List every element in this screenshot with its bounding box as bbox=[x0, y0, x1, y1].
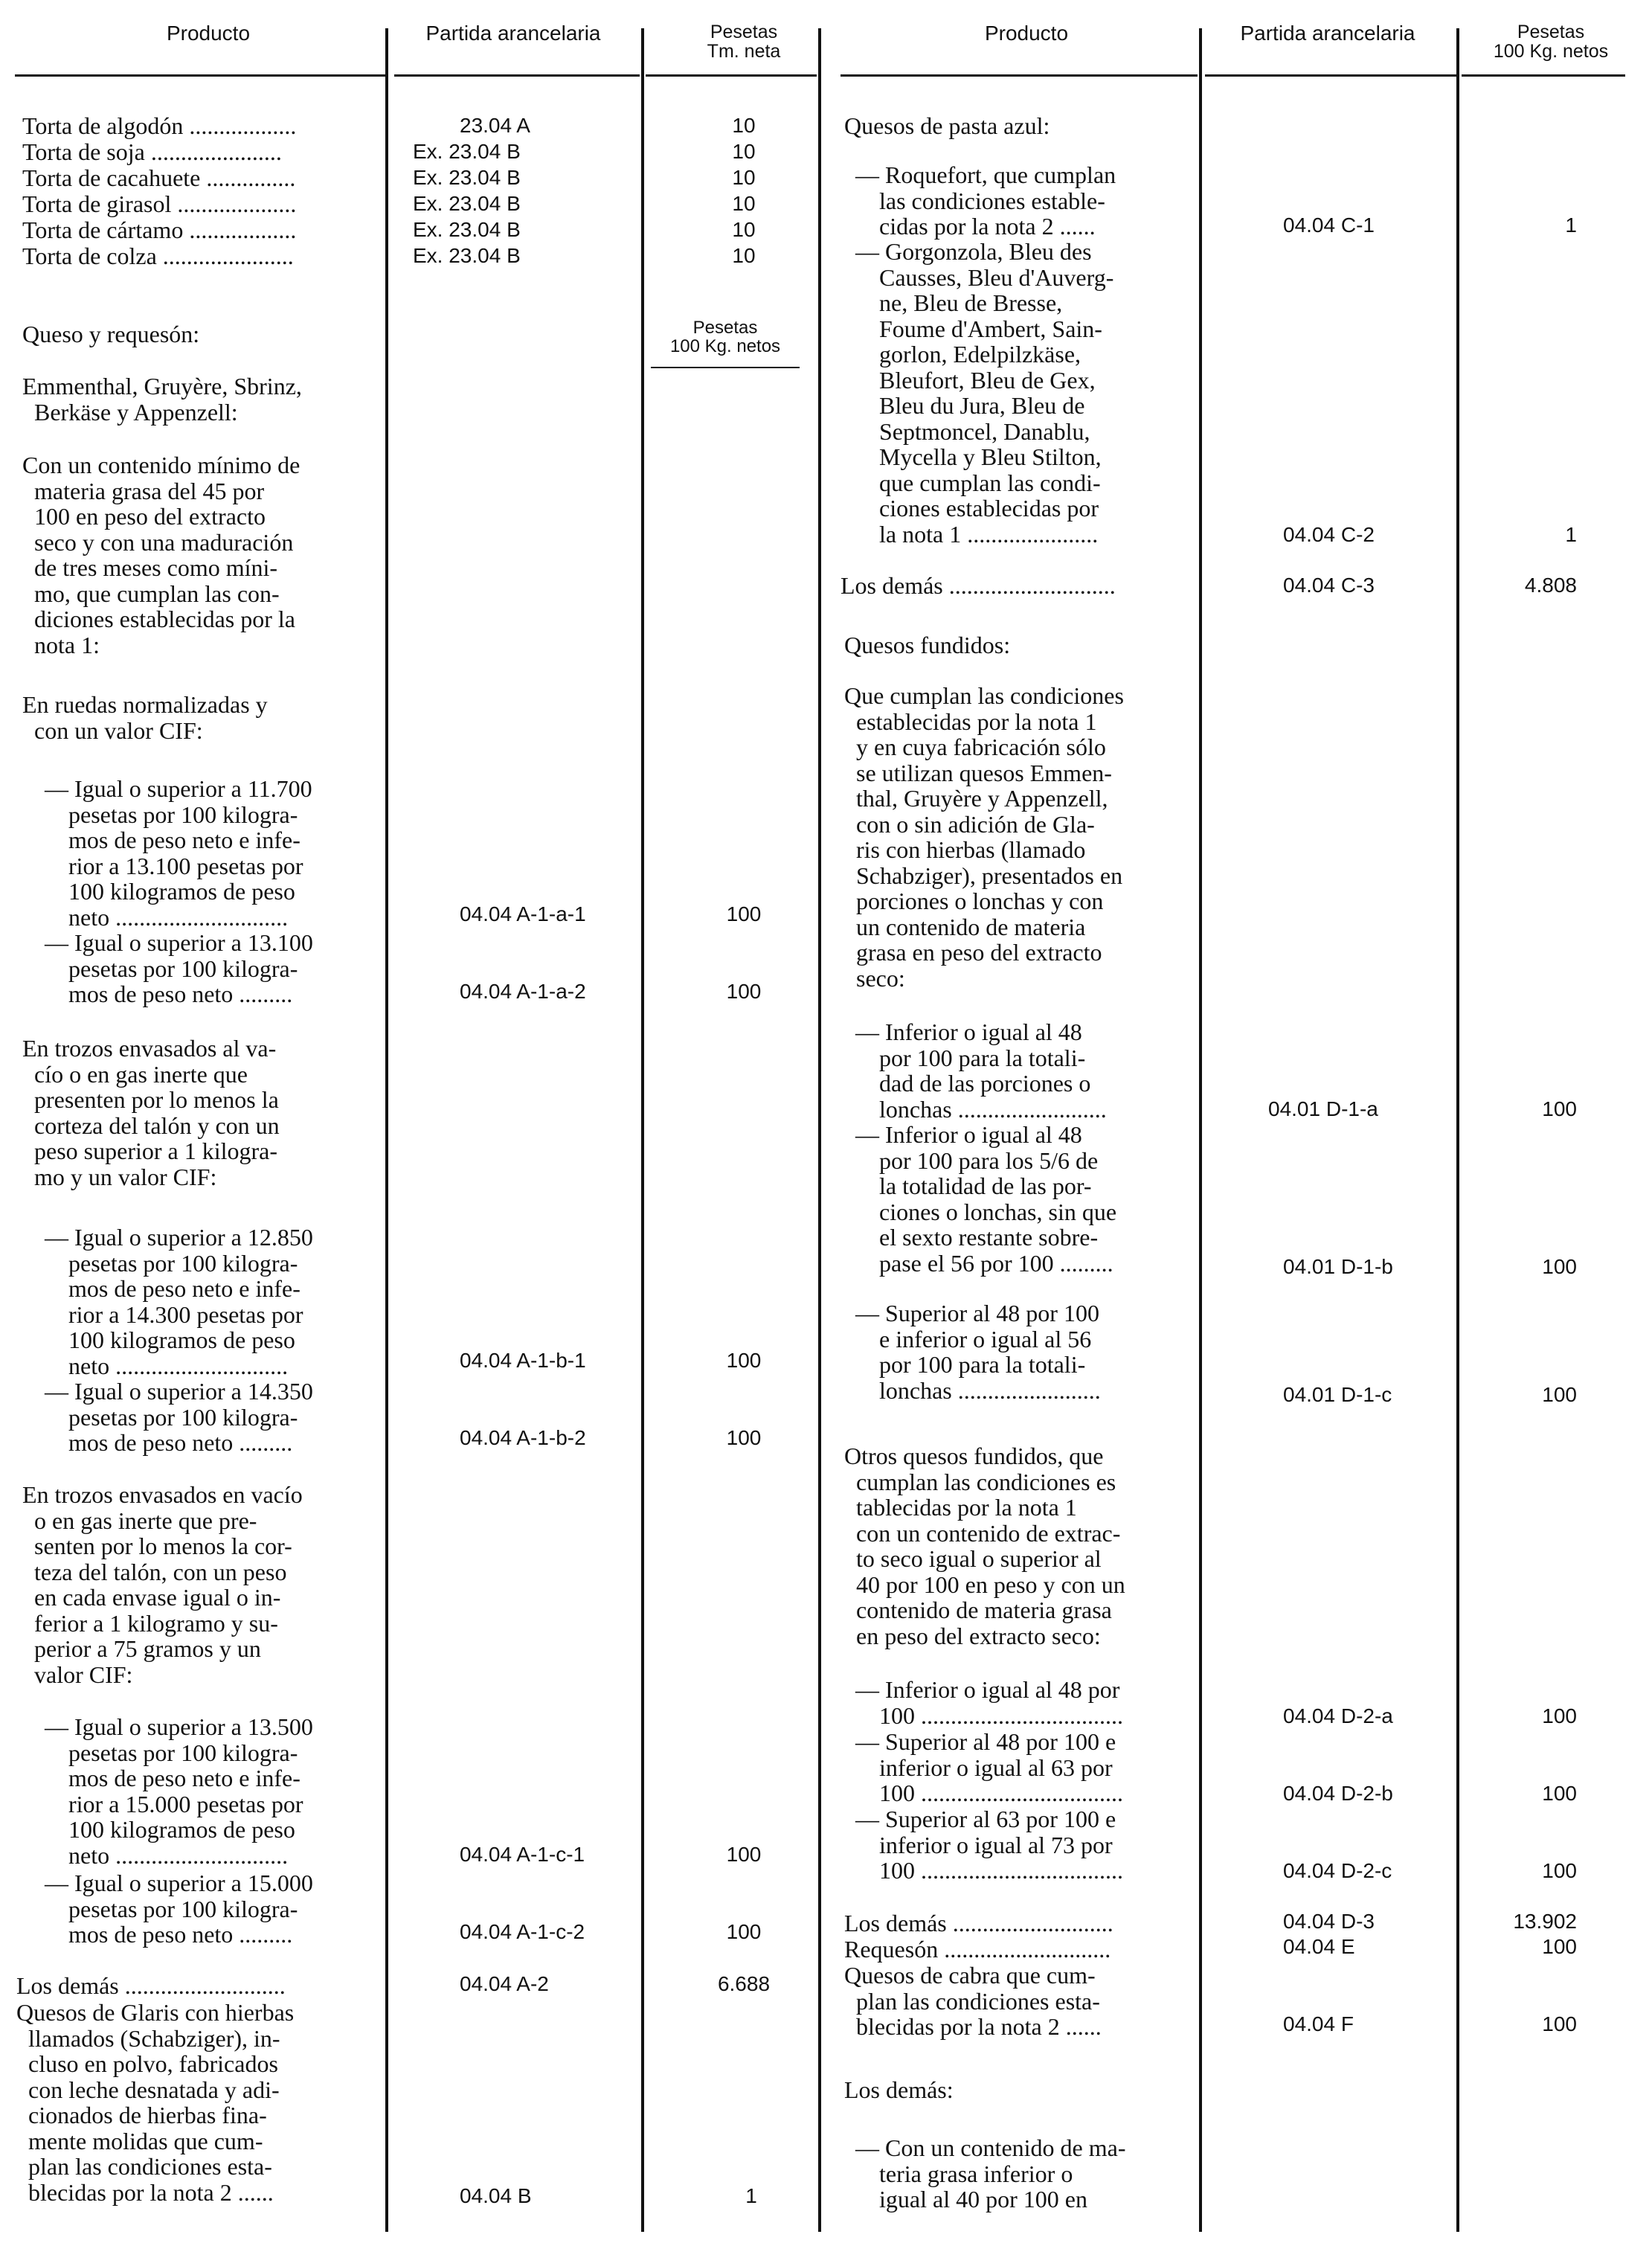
tariff-code: 04.04 B bbox=[460, 2184, 532, 2207]
value: 100 bbox=[726, 1843, 762, 1866]
subheader-rule bbox=[651, 367, 800, 368]
value: 100 bbox=[1542, 1935, 1577, 1958]
value: 1 bbox=[1565, 214, 1577, 237]
tariff-code: 04.04 A-1-b-1 bbox=[460, 1349, 586, 1372]
column-divider bbox=[385, 28, 388, 2232]
tariff-code: 04.01 D-1-a bbox=[1268, 1097, 1378, 1120]
product-text: — Igual o superior a 15.000 pesetas por 100 kilogra- mos de peso neto ......... bbox=[45, 1870, 313, 1948]
section-title: Quesos fundidos: bbox=[844, 632, 1011, 658]
tariff-code: 04.04 F bbox=[1283, 2012, 1354, 2035]
value: 1 bbox=[745, 2184, 757, 2207]
tariff-code: 23.04 A bbox=[460, 114, 530, 137]
product-text: — Igual o superior a 12.850 pesetas por 100 kilogra- mos de peso neto e infe- rior a 14.300 pesetas por 100 kilogramos de peso neto ............................. bbox=[45, 1224, 313, 1379]
tariff-code: 04.04 E bbox=[1283, 1935, 1355, 1958]
tariff-code: 04.04 A-1-a-2 bbox=[460, 980, 586, 1003]
section-title: Emmenthal, Gruyère, Sbrinz, Berkäse y Appenzell: bbox=[22, 373, 302, 426]
tariff-code: 04.04 C-2 bbox=[1283, 523, 1375, 546]
product-text: — Igual o superior a 11.700 pesetas por 100 kilogra- mos de peso neto e infe- rior a 13.100 pesetas por 100 kilogramos de peso neto ............................. bbox=[45, 775, 312, 931]
tariff-code: 04.04 D-3 bbox=[1283, 1910, 1375, 1933]
header-rule bbox=[15, 74, 385, 77]
product-text: — Superior al 63 por 100 e inferior o igual al 73 por 100 .................................. bbox=[855, 1806, 1123, 1884]
tariff-code: 04.01 D-1-b bbox=[1283, 1255, 1393, 1278]
product-text: — Roquefort, que cumplan las condiciones estable- cidas por la nota 2 ...... bbox=[855, 161, 1116, 240]
product-text: Torta de soja ...................... bbox=[22, 138, 282, 165]
tariff-code: 04.04 A-1-a-1 bbox=[460, 902, 586, 925]
value: 10 bbox=[732, 244, 756, 267]
tariff-code: 04.04 C-1 bbox=[1283, 214, 1375, 237]
value: 6.688 bbox=[717, 1972, 771, 1995]
tariff-code: 04.04 A-1-c-1 bbox=[460, 1843, 585, 1866]
paragraph: Con un contenido mínimo de materia grasa del 45 por 100 en peso del extracto seco y con una maduración de tres meses como míni- mo, que cumplan las con- diciones establecidas por la nota 1: bbox=[22, 452, 300, 658]
product-text: — Superior al 48 por 100 e inferior o igual al 56 por 100 para la totali- lonchas ........................ bbox=[855, 1300, 1101, 1404]
product-text: Torta de girasol .................... bbox=[22, 190, 297, 217]
product-text: — Inferior o igual al 48 por 100 para los 5/6 de la totalidad de las por- ciones o lonchas, sin que el sexto restante sobre- pase el 56 por 100 ......... bbox=[855, 1121, 1117, 1277]
paragraph: En trozos envasados al va- cío o en gas inerte que presenten por lo menos la corteza del talón y con un peso superior a 1 kilogra- mo y un valor CIF: bbox=[22, 1035, 280, 1190]
section-title: Quesos de pasta azul: bbox=[844, 112, 1050, 139]
value: 100 bbox=[726, 1426, 762, 1449]
header-rule bbox=[1462, 74, 1625, 77]
header-producto-left: Producto bbox=[166, 22, 251, 45]
value: 100 bbox=[1542, 1859, 1577, 1882]
product-text: Los demás ........................... bbox=[844, 1910, 1113, 1936]
value: 100 bbox=[1542, 1255, 1577, 1278]
value: 100 bbox=[726, 980, 762, 1003]
value: 100 bbox=[1542, 1383, 1577, 1406]
header-rule bbox=[394, 74, 640, 77]
value: 100 bbox=[726, 902, 762, 925]
value: 13.902 bbox=[1513, 1910, 1577, 1933]
paragraph: Otros quesos fundidos, que cumplan las condiciones es tablecidas por la nota 1 con un contenido de extrac- to seco igual o superior al 40 por 100 en peso y con un contenido de materia grasa en peso del extracto seco: bbox=[844, 1443, 1125, 1649]
tariff-code: 04.01 D-1-c bbox=[1283, 1383, 1392, 1406]
value: 4.808 bbox=[1524, 574, 1577, 597]
paragraph: En trozos envasados en vacío o en gas inerte que pre- senten por lo menos la cor- teza del talón, con un peso en cada envase igual o in- ferior a 1 kilogramo y su- perior a 75 gramos y un valor CIF: bbox=[22, 1481, 303, 1688]
tariff-code: 04.04 D-2-b bbox=[1283, 1782, 1393, 1805]
header-producto-right: Producto bbox=[984, 22, 1069, 45]
product-text: Los demás ............................ bbox=[841, 572, 1116, 599]
product-text: — Igual o superior a 13.100 pesetas por 100 kilogra- mos de peso neto ......... bbox=[45, 929, 313, 1007]
product-text: Quesos de cabra que cum- plan las condiciones esta- blecidas por la nota 2 ...... bbox=[844, 1962, 1102, 2040]
product-text: Quesos de Glaris con hierbas llamados (Schabziger), in- cluso en polvo, fabricados con leche desnatada y adi- cionados de hierbas fina- mente molidas que cum- plan las condiciones esta- blecidas por la nota 2 ...... bbox=[16, 1999, 295, 2206]
section-title: Queso y requesón: bbox=[22, 321, 200, 347]
product-text: Torta de cártamo .................. bbox=[22, 216, 297, 243]
product-text: — Con un contenido de ma- teria grasa inferior o igual al 40 por 100 en bbox=[855, 2134, 1126, 2212]
value: 100 bbox=[1542, 1097, 1577, 1120]
product-text: — Inferior o igual al 48 por 100 para la totali- dad de las porciones o lonchas ......................... bbox=[855, 1018, 1107, 1123]
header-rule bbox=[1205, 74, 1458, 77]
header-rule bbox=[841, 74, 1198, 77]
tariff-code: 04.04 D-2-a bbox=[1283, 1704, 1393, 1727]
product-text: Torta de colza ...................... bbox=[22, 243, 294, 269]
product-text: — Gorgonzola, Bleu des Causses, Bleu d'Auverg- ne, Bleu de Bresse, Foume d'Ambert, Sain- gorlon, Edelpilzkäse, Bleufort, Bleu de Gex, Bleu du Jura, Bleu de Septmoncel, Danablu, Mycella y Bleu Stilton, que cumplan las condi- ciones establecidas por la nota 1 ...................... bbox=[855, 238, 1114, 548]
value: 100 bbox=[1542, 2012, 1577, 2035]
product-text: Torta de algodón .................. bbox=[22, 112, 297, 139]
column-divider bbox=[641, 28, 644, 2232]
product-text: Requesón ............................ bbox=[844, 1936, 1111, 1963]
value: 10 bbox=[732, 140, 756, 163]
product-text: Los demás ........................... bbox=[16, 1972, 286, 1999]
value: 10 bbox=[732, 114, 756, 137]
tariff-code: 04.04 A-1-b-2 bbox=[460, 1426, 586, 1449]
value: 10 bbox=[732, 192, 756, 215]
value: 10 bbox=[732, 218, 756, 241]
product-text: — Igual o superior a 14.350 pesetas por 100 kilogra- mos de peso neto ......... bbox=[45, 1378, 313, 1456]
tariff-code: 04.04 C-3 bbox=[1283, 574, 1375, 597]
header-rule bbox=[646, 74, 817, 77]
column-divider bbox=[1456, 28, 1459, 2232]
tariff-code: Ex. 23.04 B bbox=[413, 192, 521, 215]
tariff-code: 04.04 A-2 bbox=[460, 1972, 549, 1995]
tariff-code: Ex. 23.04 B bbox=[413, 218, 521, 241]
section-title: Los demás: bbox=[844, 2076, 954, 2103]
product-text: Torta de cacahuete ............... bbox=[22, 164, 296, 191]
paragraph: En ruedas normalizadas y con un valor CIF: bbox=[22, 691, 268, 744]
product-text: — Superior al 48 por 100 e inferior o igual al 63 por 100 .................................. bbox=[855, 1728, 1123, 1806]
header-pesetas-right: Pesetas 100 Kg. netos bbox=[1493, 22, 1609, 62]
tariff-code: 04.04 A-1-c-2 bbox=[460, 1920, 585, 1943]
header-pesetas-left: Pesetas Tm. neta bbox=[707, 22, 781, 62]
value: 10 bbox=[732, 166, 756, 189]
value: 100 bbox=[1542, 1782, 1577, 1805]
value: 100 bbox=[726, 1349, 762, 1372]
tariff-code: Ex. 23.04 B bbox=[413, 166, 521, 189]
header-partida-right: Partida arancelaria bbox=[1240, 22, 1415, 45]
value: 100 bbox=[1542, 1704, 1577, 1727]
value: 1 bbox=[1565, 523, 1577, 546]
value: 100 bbox=[726, 1920, 762, 1943]
product-text: — Igual o superior a 13.500 pesetas por 100 kilogra- mos de peso neto e infe- rior a 15.000 pesetas por 100 kilogramos de peso neto ............................. bbox=[45, 1713, 313, 1869]
tariff-code: 04.04 D-2-c bbox=[1283, 1859, 1392, 1882]
column-divider bbox=[1199, 28, 1202, 2232]
header-partida-left: Partida arancelaria bbox=[425, 22, 601, 45]
tariff-code: Ex. 23.04 B bbox=[413, 140, 521, 163]
subheader-pesetas-100kg: Pesetas 100 Kg. netos bbox=[669, 318, 781, 356]
paragraph: Que cumplan las condiciones establecidas por la nota 1 y en cuya fabricación sólo se utilizan quesos Emmen- thal, Gruyère y Appenzell, con o sin adición de Gla- ris con hierbas (llamado Schabziger), presentados en porciones o lonchas y con un contenido de materia grasa en peso del extracto seco: bbox=[844, 682, 1124, 992]
column-divider bbox=[818, 28, 821, 2232]
tariff-code: Ex. 23.04 B bbox=[413, 244, 521, 267]
product-text: — Inferior o igual al 48 por 100 .................................. bbox=[855, 1676, 1123, 1729]
